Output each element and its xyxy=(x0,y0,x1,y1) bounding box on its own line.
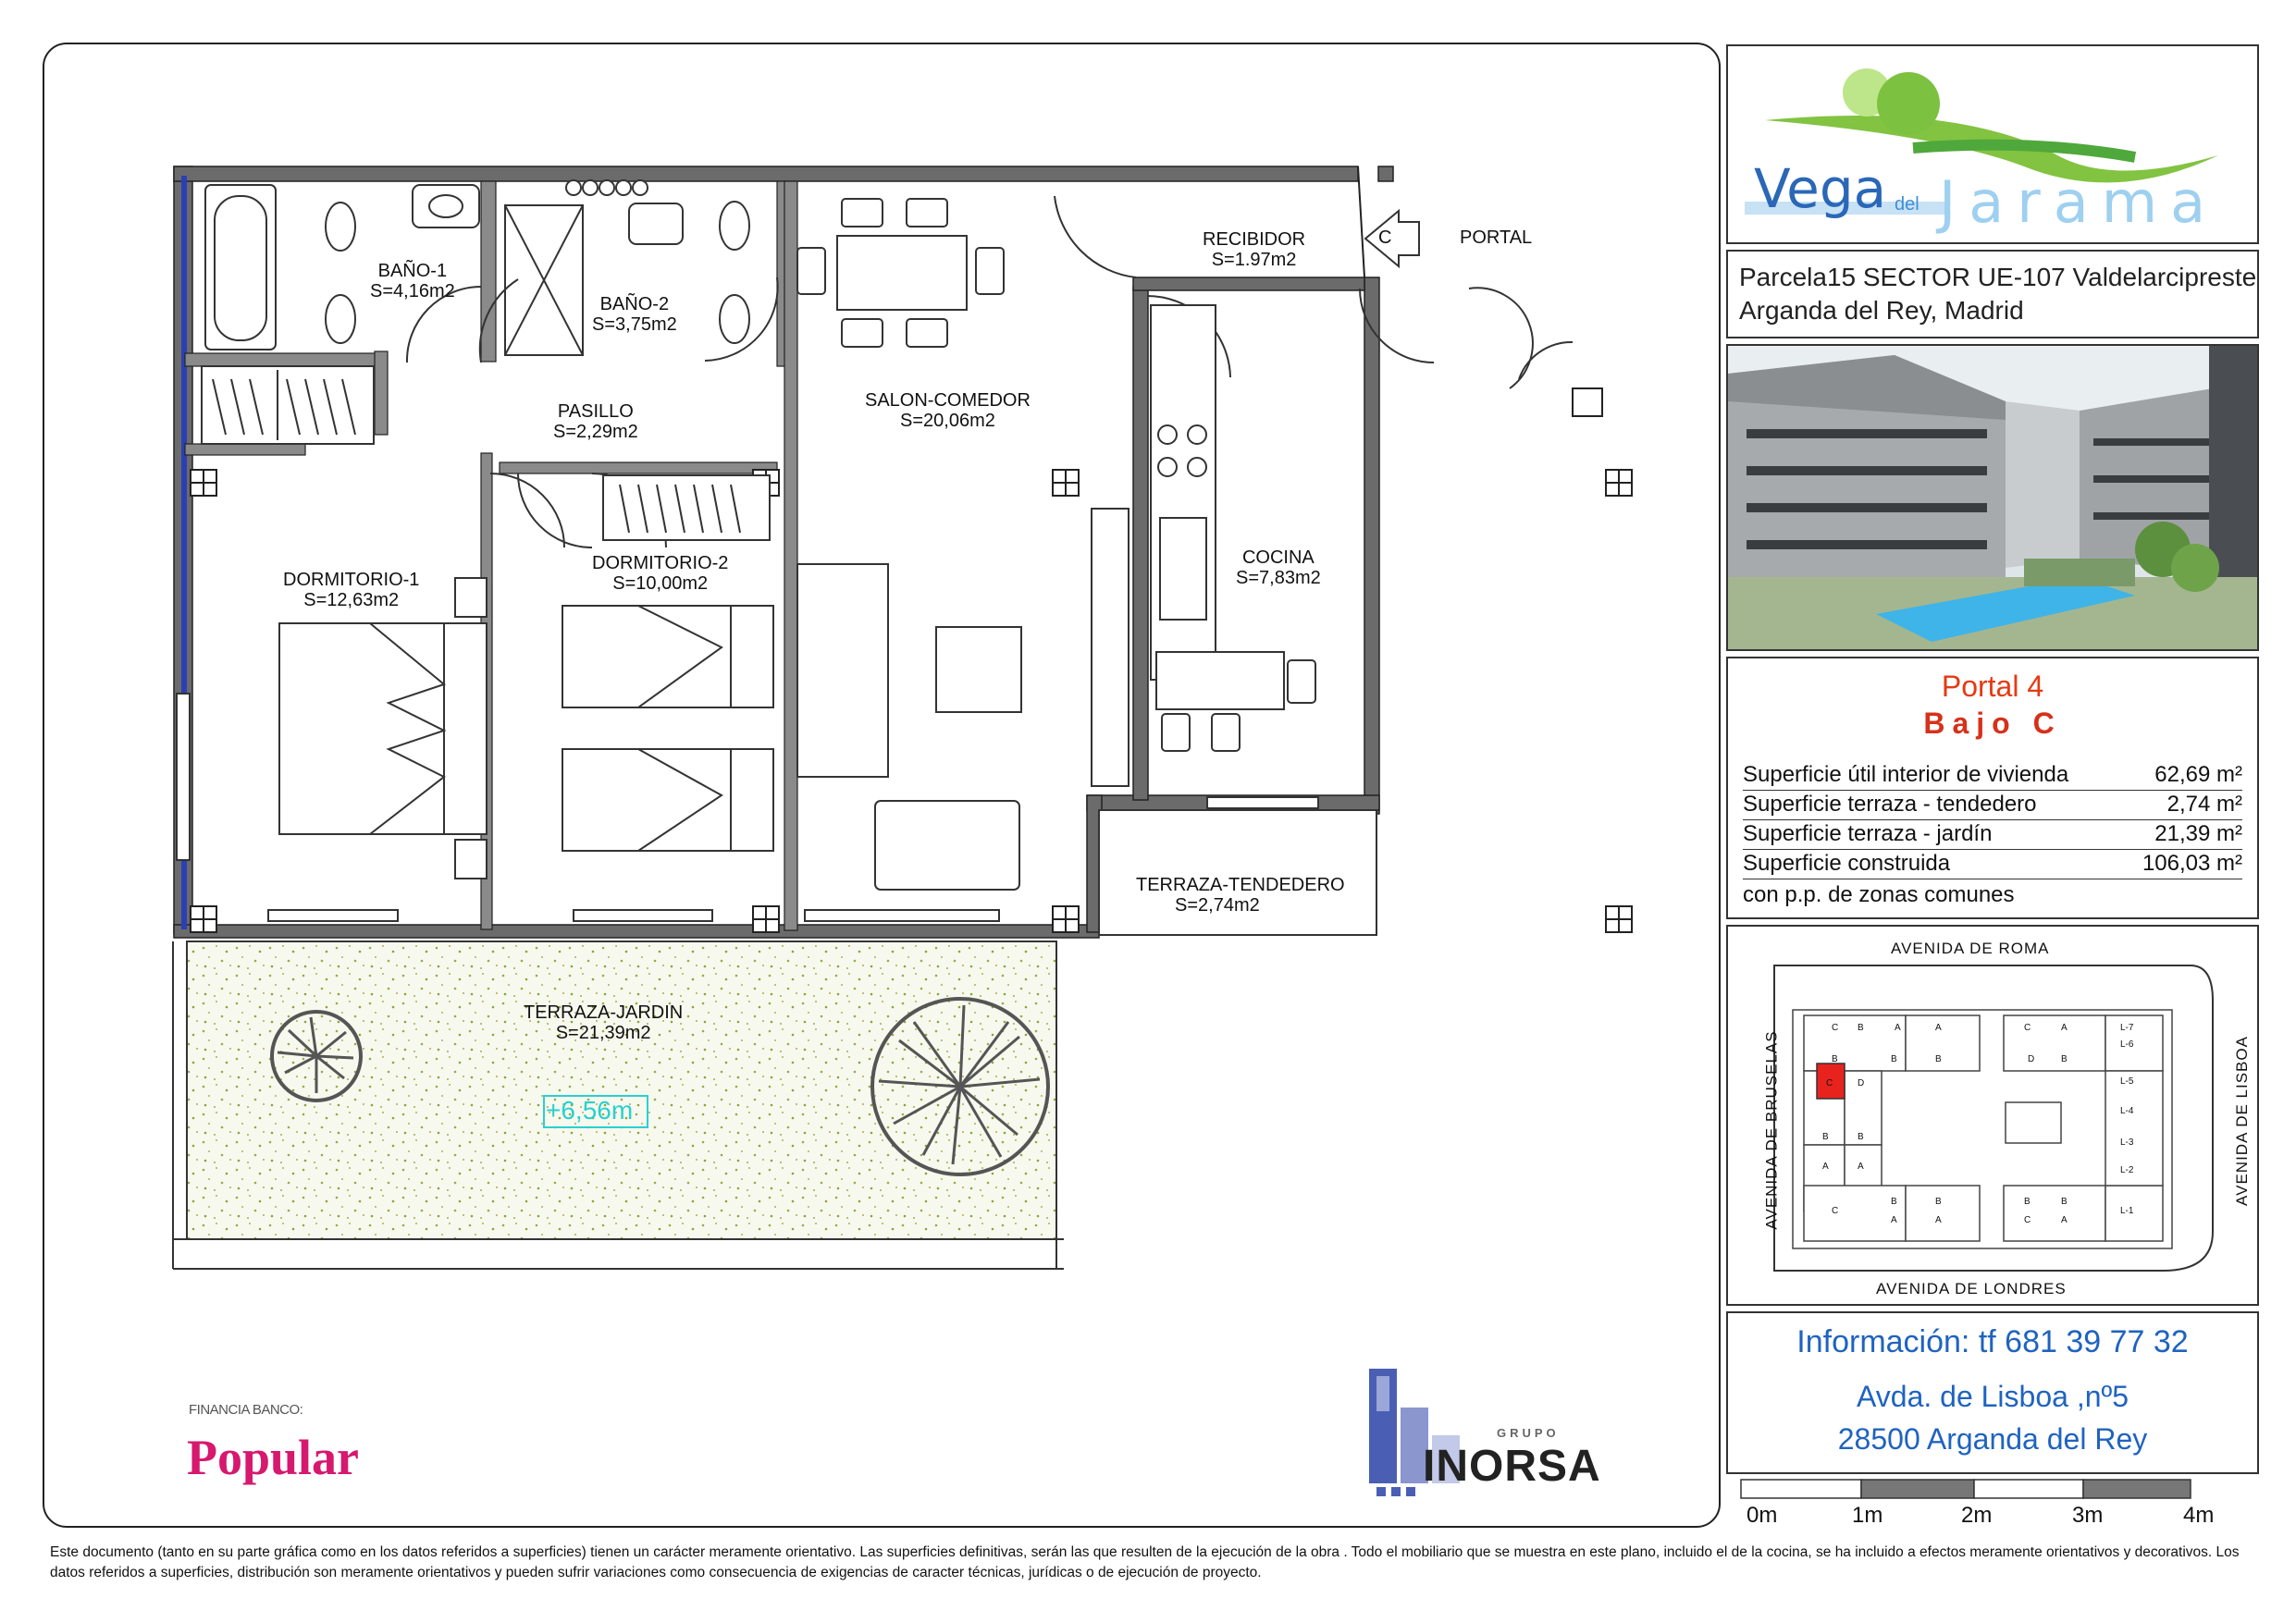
logo-jarama: Jarama xyxy=(1939,168,2219,236)
svg-text:B: B xyxy=(1822,1132,1829,1142)
svg-text:B: B xyxy=(2061,1054,2068,1064)
terraza-jardin-area: S=21,39m2 xyxy=(555,1023,651,1043)
scale-label: 0m xyxy=(1747,1503,1778,1528)
svg-text:L-1: L-1 xyxy=(2120,1206,2134,1216)
dormitorio1-name: DORMITORIO-1 xyxy=(283,570,420,590)
cocina-name: COCINA xyxy=(1241,547,1315,568)
surface-row xyxy=(1743,792,2242,820)
salon-area: S=20,06m2 xyxy=(900,411,995,431)
cocina-area: S=7,83m2 xyxy=(1236,568,1321,588)
terraza-tendedero-area: S=2,74m2 xyxy=(1175,895,1260,916)
pasillo-area: S=2,29m2 xyxy=(553,422,638,442)
salon-label xyxy=(865,390,1031,431)
location-box xyxy=(1726,250,2259,338)
pasillo-label xyxy=(553,401,638,442)
location-line1: Parcela15 SECTOR UE-107 Valdelarcipreste xyxy=(1739,263,2257,291)
surface-label: Superficie construida xyxy=(1743,851,1951,876)
svg-text:D: D xyxy=(1858,1078,1865,1088)
svg-text:L-7: L-7 xyxy=(2120,1023,2134,1033)
svg-text:C: C xyxy=(1832,1206,1839,1216)
street-top: AVENIDA DE ROMA xyxy=(1891,940,2050,957)
svg-text:L-2: L-2 xyxy=(2120,1165,2134,1175)
svg-text:B: B xyxy=(1935,1197,1942,1207)
dormitorio1-area: S=12,63m2 xyxy=(303,590,400,610)
scale-label: 1m xyxy=(1852,1503,1883,1528)
bano2-name: BAÑO-2 xyxy=(599,294,670,314)
floor-unit: Bajo C xyxy=(1923,707,2062,740)
svg-text:B: B xyxy=(1858,1023,1864,1033)
svg-text:A: A xyxy=(1895,1023,1901,1033)
contact-address1: Avda. de Lisboa ,nº5 xyxy=(1857,1380,2129,1413)
svg-text:L-6: L-6 xyxy=(2120,1039,2134,1050)
street-right: AVENIDA DE LISBOA xyxy=(2232,1036,2251,1206)
location-line2: Arganda del Rey, Madrid xyxy=(1739,296,2024,325)
terraza-tendedero-name: TERRAZA-TENDEDERO xyxy=(1136,875,1345,895)
dormitorio2-label xyxy=(592,553,728,594)
cocina-label xyxy=(1236,547,1321,588)
surface-value: 106,03 m² xyxy=(2142,851,2242,876)
svg-text:B: B xyxy=(1935,1054,1942,1064)
site-plan xyxy=(1728,927,2257,1304)
logo-vega: Vega xyxy=(1754,157,1887,220)
bano2-label xyxy=(592,294,677,335)
street-bottom: AVENIDA DE LONDRES xyxy=(1876,1280,2067,1297)
svg-text:A: A xyxy=(1935,1023,1942,1033)
terraza-jardin-name: TERRAZA-JARDIN xyxy=(524,1002,684,1023)
svg-text:A: A xyxy=(1891,1215,1897,1225)
contact-address2: 28500 Arganda del Rey xyxy=(1837,1422,2148,1456)
svg-text:A: A xyxy=(2061,1023,2068,1033)
svg-text:B: B xyxy=(1832,1054,1838,1064)
terraza-jardin-label xyxy=(524,1002,683,1043)
svg-text:C: C xyxy=(1832,1023,1839,1033)
recibidor-name: RECIBIDOR xyxy=(1203,229,1306,250)
site-plan-box xyxy=(1726,925,2259,1306)
dormitorio2-name: DORMITORIO-2 xyxy=(592,553,729,573)
terraza-tendedero-label xyxy=(1136,875,1345,916)
svg-text:B: B xyxy=(1858,1132,1864,1142)
salon-name: SALON-COMEDOR xyxy=(865,390,1031,411)
bank-caption: FINANCIA BANCO: xyxy=(189,1402,303,1418)
street-left: AVENIDA DE BRUSELAS xyxy=(1762,1030,1781,1230)
surface-label: Superficie útil interior de vivienda xyxy=(1743,762,2069,787)
svg-text:A: A xyxy=(1858,1162,1864,1172)
svg-text:B: B xyxy=(2024,1197,2031,1207)
svg-text:A: A xyxy=(2061,1215,2068,1225)
svg-text:C: C xyxy=(2024,1023,2031,1033)
pasillo-name: PASILLO xyxy=(557,401,634,422)
svg-text:A: A xyxy=(1822,1162,1829,1172)
scale-label: 2m xyxy=(1961,1503,1993,1528)
recibidor-area: S=1.97m2 xyxy=(1211,250,1297,270)
surface-label: Superficie terraza - jardín xyxy=(1743,821,1993,846)
contact-box xyxy=(1726,1311,2259,1474)
svg-text:L-4: L-4 xyxy=(2120,1106,2134,1116)
svg-text:B: B xyxy=(1891,1197,1897,1207)
portal-arrow xyxy=(1365,211,1419,266)
svg-text:A: A xyxy=(1935,1215,1942,1225)
svg-text:C: C xyxy=(2024,1215,2031,1225)
surface-label: Superficie terraza - tendedero xyxy=(1743,792,2037,817)
level-label: +6,56m xyxy=(546,1096,634,1125)
builder-group: GRUPO xyxy=(1497,1426,1560,1440)
bank-logo: Popular xyxy=(187,1430,360,1485)
svg-text:L-5: L-5 xyxy=(2120,1076,2134,1087)
surface-value: 62,69 m² xyxy=(2154,762,2242,787)
bano2-area: S=3,75m2 xyxy=(592,314,677,335)
bano1-label xyxy=(370,261,455,301)
logo-box xyxy=(1726,44,2259,244)
surface-value: 21,39 m² xyxy=(2154,821,2242,846)
svg-text:C: C xyxy=(1826,1078,1833,1088)
photo-box xyxy=(1726,344,2259,651)
building-photo xyxy=(1728,346,2257,649)
bano1-area: S=4,16m2 xyxy=(370,281,455,301)
dormitorio2-area: S=10,00m2 xyxy=(612,573,709,594)
contact-info: Información: tf 681 39 77 32 xyxy=(1796,1324,2189,1359)
svg-text:B: B xyxy=(2061,1197,2068,1207)
svg-text:L-3: L-3 xyxy=(2120,1137,2134,1148)
surfaces-note: con p.p. de zonas comunes xyxy=(1743,882,2015,907)
portal-door-letter: C xyxy=(1378,227,1392,248)
svg-text:B: B xyxy=(1891,1054,1897,1064)
builder-name: INORSA xyxy=(1423,1442,1601,1491)
surface-row xyxy=(1743,821,2242,850)
logo-del: del xyxy=(1895,194,1920,215)
scale-bar xyxy=(1726,1478,2259,1504)
surfaces-box xyxy=(1726,657,2259,919)
surface-row xyxy=(1743,762,2242,791)
scale-label: 4m xyxy=(2183,1503,2215,1528)
scale-label: 3m xyxy=(2072,1503,2104,1528)
portal-label: PORTAL xyxy=(1460,227,1533,248)
dormitorio1-label xyxy=(283,570,419,610)
disclaimer: Este documento (tanto en su parte gráfica como en los datos referidos a superficies) tienen un carácter meramente orientativo. Las superficies definitivas, serán las que resulten de la ejecución de la obra . Todo el mobiliario que se muestra en este plano, incluido el de la cocina, se ha incluido a efectos meramente orientativos y decorativos. Los datos referidos a superficies, distribución son meramente orientativos y pueden sufrir variaciones como consecuencia de exigencias de caracter técnicas, jurídicas o de ejecución de proyecto. xyxy=(50,1544,2240,1580)
svg-text:D: D xyxy=(2028,1054,2035,1064)
surface-value: 2,74 m² xyxy=(2166,792,2242,817)
bano1-name: BAÑO-1 xyxy=(377,261,448,281)
surface-row xyxy=(1743,851,2242,879)
recibidor-label xyxy=(1203,229,1305,270)
portal-number: Portal 4 xyxy=(1941,670,2044,703)
